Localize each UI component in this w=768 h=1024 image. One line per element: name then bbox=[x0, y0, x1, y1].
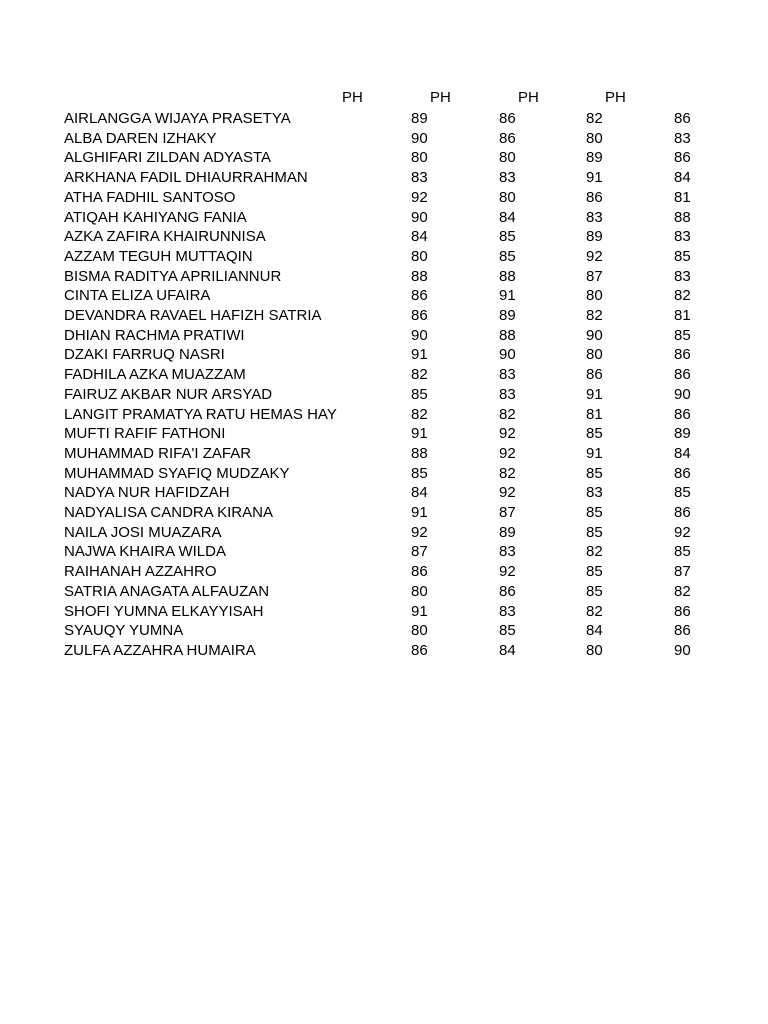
score-ph-3: 85 bbox=[586, 504, 603, 522]
student-name: LANGIT PRAMATYA RATU HEMAS HAY bbox=[64, 405, 337, 423]
student-name: MUHAMMAD RIFA'I ZAFAR bbox=[64, 444, 252, 462]
score-ph-1: 85 bbox=[411, 464, 428, 482]
score-ph-4: 86 bbox=[674, 366, 691, 384]
student-row bbox=[0, 602, 768, 622]
student-row bbox=[0, 208, 768, 228]
score-ph-2: 83 bbox=[499, 543, 516, 561]
student-row bbox=[0, 483, 768, 503]
score-ph-4: 86 bbox=[674, 622, 691, 640]
score-ph-3: 82 bbox=[586, 543, 603, 561]
score-ph-4: 86 bbox=[674, 504, 691, 522]
score-ph-3: 85 bbox=[586, 582, 603, 600]
score-ph-3: 85 bbox=[586, 563, 603, 581]
score-ph-2: 83 bbox=[499, 169, 516, 187]
student-row bbox=[0, 641, 768, 661]
student-row bbox=[0, 405, 768, 425]
score-ph-3: 80 bbox=[586, 641, 603, 659]
student-name: DZAKI FARRUQ NASRI bbox=[64, 346, 225, 364]
score-ph-4: 90 bbox=[674, 385, 691, 403]
student-row bbox=[0, 129, 768, 149]
column-header-ph-1: PH bbox=[342, 89, 363, 106]
student-name: CINTA ELIZA UFAIRA bbox=[64, 287, 211, 305]
score-ph-1: 83 bbox=[411, 169, 428, 187]
score-ph-3: 89 bbox=[586, 149, 603, 167]
student-row bbox=[0, 109, 768, 129]
score-ph-2: 92 bbox=[499, 563, 516, 581]
score-ph-2: 84 bbox=[499, 641, 516, 659]
student-row bbox=[0, 503, 768, 523]
score-ph-1: 90 bbox=[411, 129, 428, 147]
student-name: NAJWA KHAIRA WILDA bbox=[64, 543, 226, 561]
score-ph-4: 82 bbox=[674, 287, 691, 305]
score-ph-3: 80 bbox=[586, 129, 603, 147]
student-row bbox=[0, 247, 768, 267]
score-ph-2: 85 bbox=[499, 622, 516, 640]
score-ph-1: 86 bbox=[411, 287, 428, 305]
score-ph-2: 83 bbox=[499, 366, 516, 384]
score-ph-4: 86 bbox=[674, 602, 691, 620]
column-header-ph-4: PH bbox=[605, 89, 626, 106]
score-ph-1: 86 bbox=[411, 641, 428, 659]
score-ph-4: 85 bbox=[674, 326, 691, 344]
score-ph-2: 82 bbox=[499, 405, 516, 423]
score-ph-1: 90 bbox=[411, 326, 428, 344]
score-ph-2: 91 bbox=[499, 287, 516, 305]
score-ph-3: 80 bbox=[586, 346, 603, 364]
score-ph-4: 83 bbox=[674, 129, 691, 147]
student-name: AZKA ZAFIRA KHAIRUNNISA bbox=[64, 228, 266, 246]
score-ph-3: 91 bbox=[586, 385, 603, 403]
student-name: AIRLANGGA WIJAYA PRASETYA bbox=[64, 110, 291, 127]
student-name: SYAUQY YUMNA bbox=[64, 622, 184, 640]
score-ph-4: 90 bbox=[674, 641, 691, 659]
student-row bbox=[0, 542, 768, 562]
score-ph-3: 87 bbox=[586, 267, 603, 285]
score-ph-1: 82 bbox=[411, 405, 428, 423]
score-ph-3: 83 bbox=[586, 208, 603, 226]
score-ph-3: 92 bbox=[586, 247, 603, 265]
score-ph-1: 80 bbox=[411, 582, 428, 600]
score-ph-3: 82 bbox=[586, 307, 603, 325]
student-name: SHOFI YUMNA ELKAYYISAH bbox=[64, 602, 264, 620]
score-ph-2: 86 bbox=[499, 110, 516, 127]
score-ph-1: 80 bbox=[411, 622, 428, 640]
score-ph-1: 84 bbox=[411, 484, 428, 502]
score-ph-2: 84 bbox=[499, 208, 516, 226]
student-name: DHIAN RACHMA PRATIWI bbox=[64, 326, 245, 344]
score-ph-1: 91 bbox=[411, 346, 428, 364]
score-ph-3: 85 bbox=[586, 425, 603, 443]
student-name: ATHA FADHIL SANTOSO bbox=[64, 188, 236, 206]
score-ph-4: 92 bbox=[674, 523, 691, 541]
score-ph-4: 83 bbox=[674, 267, 691, 285]
student-row bbox=[0, 227, 768, 247]
student-row bbox=[0, 621, 768, 641]
student-row bbox=[0, 365, 768, 385]
student-name: AZZAM TEGUH MUTTAQIN bbox=[64, 247, 253, 265]
score-ph-4: 84 bbox=[674, 444, 691, 462]
score-ph-1: 91 bbox=[411, 504, 428, 522]
score-ph-1: 90 bbox=[411, 208, 428, 226]
score-ph-4: 86 bbox=[674, 405, 691, 423]
student-name: ALGHIFARI ZILDAN ADYASTA bbox=[64, 149, 271, 167]
student-name: DEVANDRA RAVAEL HAFIZH SATRIA bbox=[64, 307, 322, 325]
score-ph-4: 86 bbox=[674, 110, 691, 127]
column-header-ph-3: PH bbox=[518, 89, 539, 106]
student-name: ZULFA AZZAHRA HUMAIRA bbox=[64, 641, 256, 659]
score-ph-2: 82 bbox=[499, 464, 516, 482]
student-row bbox=[0, 523, 768, 543]
student-row bbox=[0, 306, 768, 326]
student-row bbox=[0, 168, 768, 188]
score-ph-2: 90 bbox=[499, 346, 516, 364]
score-ph-3: 83 bbox=[586, 484, 603, 502]
student-name: NAILA JOSI MUAZARA bbox=[64, 523, 222, 541]
score-ph-3: 82 bbox=[586, 602, 603, 620]
score-ph-2: 83 bbox=[499, 385, 516, 403]
student-score-list bbox=[0, 109, 768, 661]
score-ph-1: 88 bbox=[411, 267, 428, 285]
column-header-ph-2: PH bbox=[430, 89, 451, 106]
score-ph-1: 84 bbox=[411, 228, 428, 246]
score-ph-1: 91 bbox=[411, 425, 428, 443]
score-ph-4: 86 bbox=[674, 149, 691, 167]
student-row bbox=[0, 148, 768, 168]
score-ph-4: 85 bbox=[674, 543, 691, 561]
score-ph-4: 87 bbox=[674, 563, 691, 581]
score-ph-3: 90 bbox=[586, 326, 603, 344]
student-row bbox=[0, 267, 768, 287]
score-ph-1: 87 bbox=[411, 543, 428, 561]
score-ph-2: 89 bbox=[499, 307, 516, 325]
score-ph-2: 86 bbox=[499, 582, 516, 600]
score-ph-1: 91 bbox=[411, 602, 428, 620]
student-name: FADHILA AZKA MUAZZAM bbox=[64, 366, 246, 384]
student-name: SATRIA ANAGATA ALFAUZAN bbox=[64, 582, 270, 600]
score-ph-4: 84 bbox=[674, 169, 691, 187]
column-header-row bbox=[0, 89, 768, 107]
score-ph-4: 85 bbox=[674, 484, 691, 502]
score-ph-4: 89 bbox=[674, 425, 691, 443]
score-ph-3: 86 bbox=[586, 188, 603, 206]
score-ph-1: 92 bbox=[411, 523, 428, 541]
student-row bbox=[0, 286, 768, 306]
score-ph-2: 89 bbox=[499, 523, 516, 541]
student-row bbox=[0, 444, 768, 464]
score-ph-2: 92 bbox=[499, 425, 516, 443]
score-ph-1: 85 bbox=[411, 385, 428, 403]
score-ph-3: 80 bbox=[586, 287, 603, 305]
score-ph-3: 82 bbox=[586, 110, 603, 127]
student-row bbox=[0, 345, 768, 365]
student-row bbox=[0, 385, 768, 405]
score-ph-1: 92 bbox=[411, 188, 428, 206]
score-ph-3: 91 bbox=[586, 169, 603, 187]
student-name: NADYA NUR HAFIDZAH bbox=[64, 484, 230, 502]
student-row bbox=[0, 562, 768, 582]
score-ph-3: 85 bbox=[586, 523, 603, 541]
student-name: MUHAMMAD SYAFIQ MUDZAKY bbox=[64, 464, 290, 482]
score-ph-2: 92 bbox=[499, 484, 516, 502]
student-row bbox=[0, 464, 768, 484]
score-ph-2: 86 bbox=[499, 129, 516, 147]
student-name: NADYALISA CANDRA KIRANA bbox=[64, 504, 273, 522]
score-ph-1: 86 bbox=[411, 307, 428, 325]
score-ph-2: 92 bbox=[499, 444, 516, 462]
score-ph-4: 81 bbox=[674, 188, 691, 206]
score-ph-2: 88 bbox=[499, 326, 516, 344]
student-row bbox=[0, 188, 768, 208]
score-ph-3: 85 bbox=[586, 464, 603, 482]
score-ph-4: 81 bbox=[674, 307, 691, 325]
student-name: FAIRUZ AKBAR NUR ARSYAD bbox=[64, 385, 273, 403]
score-ph-3: 81 bbox=[586, 405, 603, 423]
score-ph-1: 82 bbox=[411, 366, 428, 384]
student-name: ARKHANA FADIL DHIAURRAHMAN bbox=[64, 169, 308, 187]
score-ph-2: 88 bbox=[499, 267, 516, 285]
score-ph-4: 86 bbox=[674, 346, 691, 364]
student-row bbox=[0, 326, 768, 346]
score-ph-3: 91 bbox=[586, 444, 603, 462]
score-ph-1: 80 bbox=[411, 149, 428, 167]
score-ph-2: 85 bbox=[499, 228, 516, 246]
student-name: ATIQAH KAHIYANG FANIA bbox=[64, 208, 247, 226]
score-ph-1: 89 bbox=[411, 110, 428, 127]
student-name: ALBA DAREN IZHAKY bbox=[64, 129, 217, 147]
student-name: RAIHANAH AZZAHRO bbox=[64, 563, 217, 581]
score-ph-2: 87 bbox=[499, 504, 516, 522]
score-ph-1: 88 bbox=[411, 444, 428, 462]
student-row bbox=[0, 582, 768, 602]
score-ph-4: 83 bbox=[674, 228, 691, 246]
score-ph-3: 86 bbox=[586, 366, 603, 384]
student-name: MUFTI RAFIF FATHONI bbox=[64, 425, 226, 443]
score-ph-2: 85 bbox=[499, 247, 516, 265]
score-ph-4: 88 bbox=[674, 208, 691, 226]
score-ph-2: 80 bbox=[499, 188, 516, 206]
score-ph-4: 82 bbox=[674, 582, 691, 600]
score-ph-2: 80 bbox=[499, 149, 516, 167]
score-ph-1: 80 bbox=[411, 247, 428, 265]
score-ph-1: 86 bbox=[411, 563, 428, 581]
student-row bbox=[0, 424, 768, 444]
score-ph-3: 89 bbox=[586, 228, 603, 246]
score-ph-2: 83 bbox=[499, 602, 516, 620]
score-ph-4: 85 bbox=[674, 247, 691, 265]
score-ph-3: 84 bbox=[586, 622, 603, 640]
score-ph-4: 86 bbox=[674, 464, 691, 482]
student-name: BISMA RADITYA APRILIANNUR bbox=[64, 267, 282, 285]
